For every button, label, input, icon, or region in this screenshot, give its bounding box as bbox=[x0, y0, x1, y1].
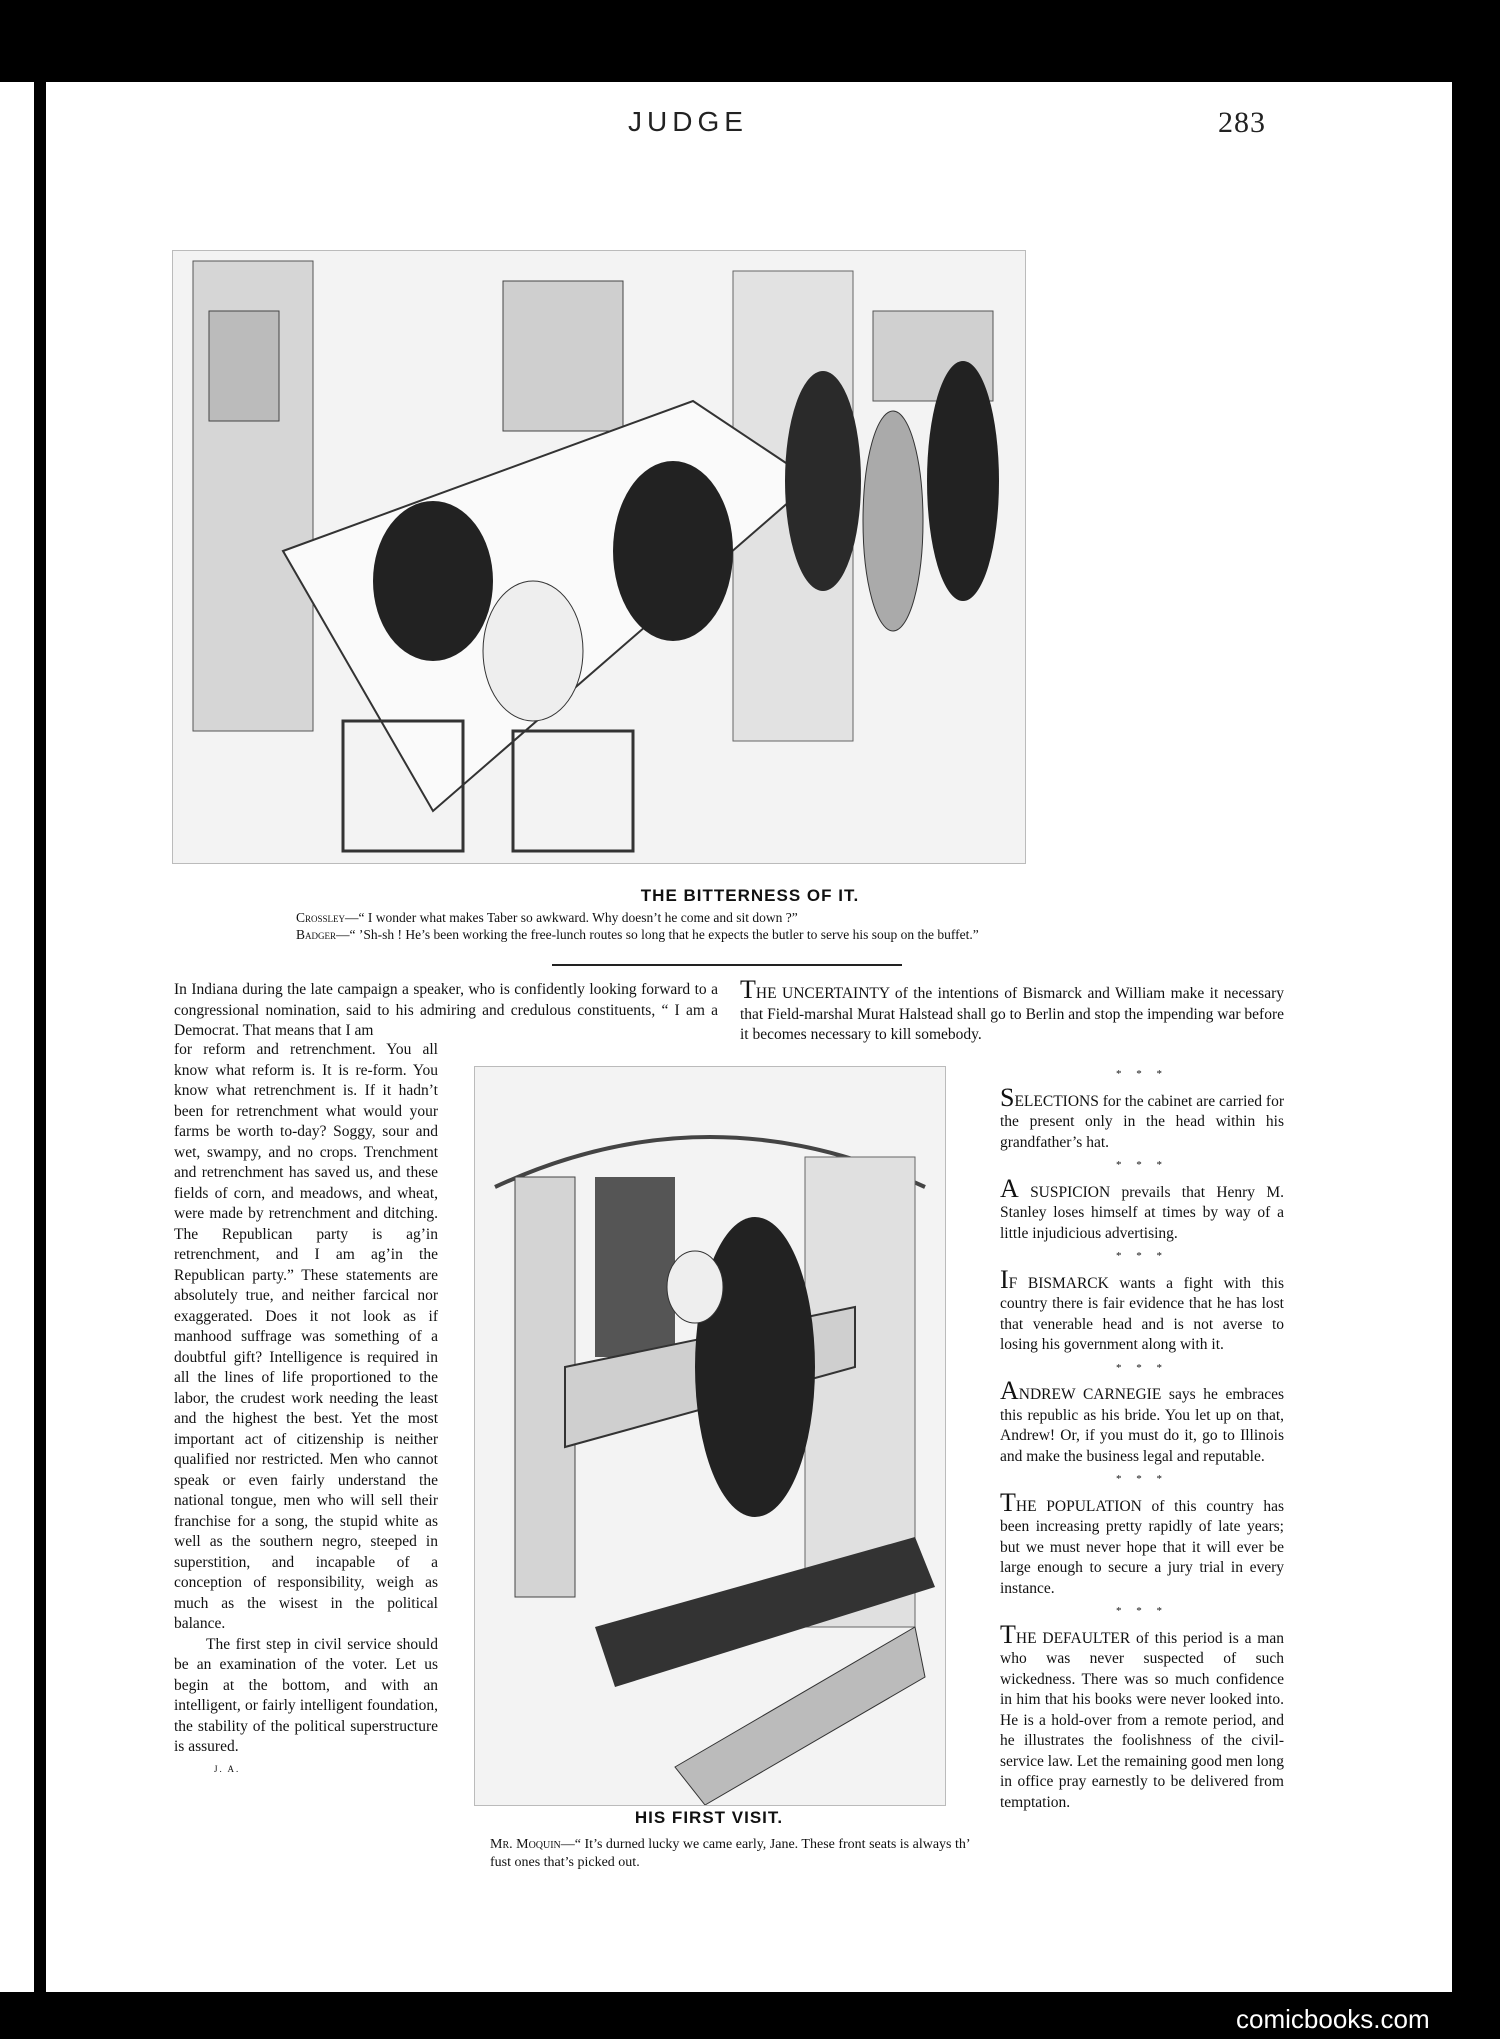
paragraph-item bbox=[1000, 1376, 1284, 1467]
dialogue-text: —“ ’Sh-sh ! He’s been working the free-lunch routes so long that he expects the butler to serve his soup on the buffet.” bbox=[336, 927, 979, 942]
left-article-body bbox=[174, 1040, 438, 1779]
separator-stars: * * * bbox=[1116, 1159, 1168, 1171]
page-number: 283 bbox=[1218, 106, 1266, 139]
magazine-title: JUDGE bbox=[628, 106, 748, 137]
top-cartoon-line-2 bbox=[296, 927, 1216, 943]
speaker-name: Mr. Moquin bbox=[490, 1837, 561, 1852]
previous-page-edge bbox=[0, 82, 34, 1992]
paragraph-item bbox=[1000, 1487, 1284, 1600]
paragraph-item bbox=[1000, 1619, 1284, 1814]
item-text: F BISMARCK wants a fight with this country there is fair evidence that he has lost that venerable head and is not averse to losing his government along with it. bbox=[1000, 1274, 1284, 1353]
section-divider bbox=[552, 964, 902, 966]
item-text: SUSPICION prevails that Henry M. Stanley loses himself at times by way of a little injudicious advertising. bbox=[1000, 1183, 1284, 1242]
item-text: HE POPULATION of this country has been increasing pretty rapidly of late years; but we must never hope that it will ever be large enough to secure a jury trial in every instance. bbox=[1000, 1497, 1284, 1597]
item-text: HE DEFAULTER of this period is a man who was never suspected of such wickedness. There was so much confidence in him that his books were never looked into. He is a hold-over from a remote period, and he illustrates the foolishness of the civil-service law. Let the remaining good men long in office pray earnestly to be delivered from temptation. bbox=[1000, 1629, 1284, 1811]
dialogue-text: —“ It’s durned lucky we came early, Jane. These front seats is always th’ fust ones that’s picked out. bbox=[490, 1837, 970, 1870]
drop-cap: T bbox=[1000, 1619, 1016, 1649]
separator-stars: * * * bbox=[1116, 1250, 1168, 1262]
drop-cap: T bbox=[740, 975, 756, 1004]
article-paragraph: The first step in civil service should be an examination of the voter. Let us begin at the bottom, and with an intelligent, or fairly intelligent foundation, the stability of the political superstructure is assured. bbox=[174, 1635, 438, 1755]
top-cartoon-line-1 bbox=[296, 910, 1216, 926]
paragraphs-column bbox=[1000, 1062, 1284, 1813]
middle-cartoon-caption bbox=[490, 1836, 970, 1872]
item-text: HE UNCERTAINTY of the intentions of Bismarck and William make it necessary that Field-marshal Murat Halstead shall go to Berlin and stop the impending war before it becomes necessary to kill somebody. bbox=[740, 985, 1284, 1043]
dialogue-text: —“ I wonder what makes Taber so awkward. Why doesn’t he come and sit down ?” bbox=[345, 910, 798, 925]
separator-stars: * * * bbox=[1116, 1068, 1168, 1080]
separator-stars: * * * bbox=[1116, 1473, 1168, 1485]
article-paragraph: for reform and retrenchment. You all know what reform is. It is re-form. You know what retrenchment is. If it hadn’t been for retrenchment what would your farms be worth to-day? Soggy, sour and wet, swampy, and no crops. Trenchment and retrenchment has saved us, and these fields of corn, and meadows, and wheat, were made by retrenchment and ditching. The Republican party is ag’in retrenchment, and I am ag’in the Republican party.” These statements are absolutely true, and neither farcical nor exaggerated. Does it not look as if manhood suffrage was something of a doubtful gift? Intelligence is required in all the lines of life proportioned to the labor, the crudest work needing the least and the highest the best. Yet the most important act of citizenship is neither qualified nor restricted. Men who cannot speak or even fairly understand the national tongue, men who will sell their franchise for a song, the stupid white as well as the southern negro, steeped in superstition, and incapable of a conception of responsibility, weigh as much as the wisest in the political balance. bbox=[174, 1041, 438, 1632]
theater-box-illustration bbox=[474, 1066, 946, 1806]
drop-cap: A bbox=[1000, 1173, 1019, 1203]
paragraph-item bbox=[1000, 1264, 1284, 1356]
right-lead-item bbox=[740, 975, 1284, 1046]
middle-cartoon-title: HIS FIRST VISIT. bbox=[634, 1808, 784, 1827]
drop-cap: A bbox=[1000, 1376, 1019, 1405]
top-cartoon-title: THE BITTERNESS OF IT. bbox=[640, 886, 860, 905]
paragraph-item bbox=[1000, 1173, 1284, 1245]
author-signature: J. A. bbox=[214, 1763, 241, 1774]
separator-stars: * * * bbox=[1116, 1361, 1168, 1374]
separator-stars: * * * bbox=[1116, 1605, 1168, 1617]
site-watermark: comicbooks.com bbox=[1236, 2004, 1430, 2034]
item-text: ELECTIONS for the cabinet are carried for the present only in the head within his grandfather’s hat. bbox=[1000, 1092, 1284, 1151]
drop-cap: I bbox=[1000, 1264, 1009, 1294]
speaker-name: Crossley bbox=[296, 910, 346, 925]
item-text: NDREW CARNEGIE says he embraces this republic as his bride. You let up on that, Andrew! Or, if you must do it, go to Illinois and make the business legal and reputable. bbox=[1000, 1386, 1284, 1465]
paragraph-item bbox=[1000, 1082, 1284, 1154]
speaker-name: Badger bbox=[296, 927, 337, 942]
dinner-party-illustration bbox=[172, 250, 1026, 864]
drop-cap: S bbox=[1000, 1082, 1015, 1112]
lead-paragraph: In Indiana during the late campaign a speaker, who is confidently looking forward to a congressional nomination, said to his admiring and credulous constituents, “ I am a Democrat. That means that I am bbox=[174, 981, 718, 1039]
drop-cap: T bbox=[1000, 1487, 1016, 1517]
left-article-lead bbox=[174, 980, 718, 1042]
